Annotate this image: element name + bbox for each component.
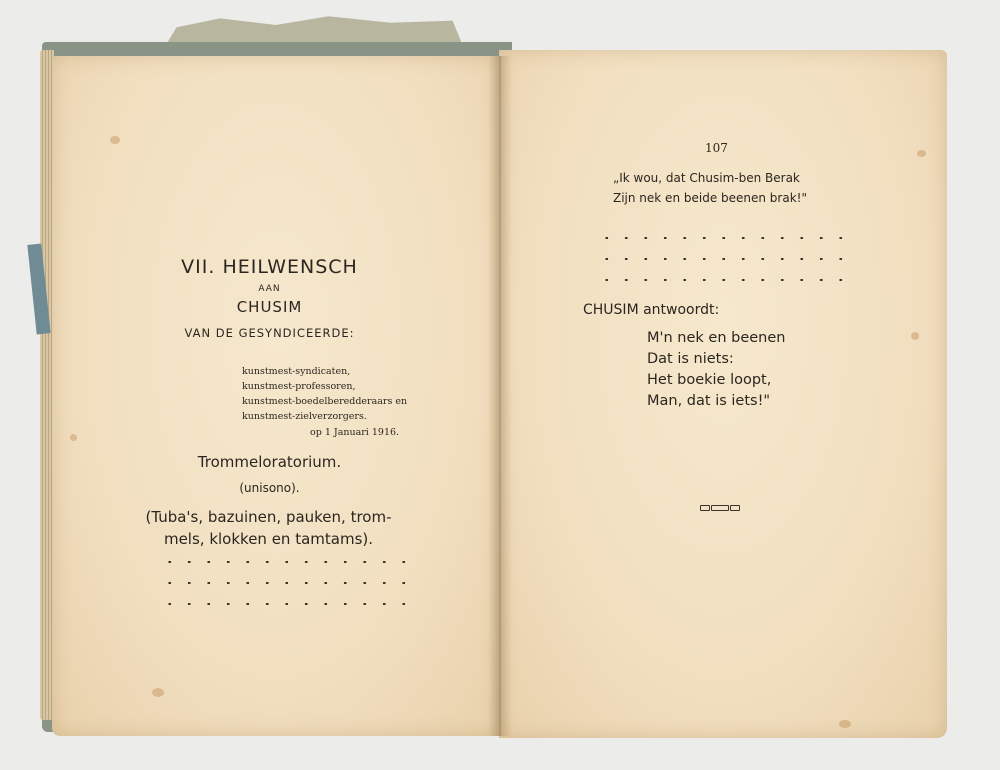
- open-book: [38, 14, 963, 742]
- section-subheading: (unisono).: [239, 481, 300, 495]
- right-page: [499, 50, 947, 738]
- ellipsis-dots-row: [597, 258, 847, 260]
- ellipsis-dots-row: [160, 561, 410, 563]
- end-ornament: [730, 505, 740, 511]
- section-heading: Trommeloratorium.: [197, 453, 342, 471]
- list-item: kunstmest-boedelberedderaars en: [242, 396, 408, 407]
- book-gutter: [488, 56, 512, 736]
- aan-label: AAN: [258, 284, 281, 294]
- quote-line-1: „Ik wou, dat Chusim-ben Berak: [613, 171, 800, 185]
- foxing-spot: [152, 688, 164, 697]
- list-item: kunstmest-professoren,: [242, 381, 356, 392]
- end-ornament: [700, 505, 710, 511]
- ellipsis-dots-row: [160, 603, 410, 605]
- ellipsis-dots-row: [597, 237, 847, 239]
- left-page: [52, 56, 499, 736]
- list-item: kunstmest-syndicaten,: [242, 366, 351, 377]
- ellipsis-dots-row: [160, 582, 410, 584]
- list-item: kunstmest-zielverzorgers.: [242, 411, 367, 422]
- instruments-line-2: mels, klokken en tamtams).: [163, 530, 374, 548]
- foxing-spot: [110, 136, 120, 144]
- poem-line: Het boekie loopt,: [647, 372, 772, 388]
- foxing-spot: [911, 332, 919, 340]
- instruments-line-1: (Tuba's, bazuinen, pauken, trom-: [145, 508, 392, 526]
- foxing-spot: [839, 720, 851, 728]
- ellipsis-dots-row: [597, 279, 847, 281]
- page-number: 107: [705, 141, 728, 155]
- foxing-spot: [917, 150, 926, 157]
- date-line: op 1 Januari 1916.: [310, 427, 400, 438]
- foxing-spot: [70, 434, 77, 441]
- quote-line-2: Zijn nek en beide beenen brak!": [613, 191, 807, 205]
- from-line: VAN DE GESYNDICEERDE:: [184, 326, 355, 340]
- poem-line: M'n nek en beenen: [647, 330, 786, 346]
- speaker-line: CHUSIM antwoordt:: [583, 302, 720, 318]
- end-ornament: [711, 505, 729, 511]
- dedicatee-name: CHUSIM: [236, 298, 303, 316]
- poem-line: Dat is niets:: [647, 351, 734, 367]
- poem-title: VII. HEILWENSCH: [181, 256, 358, 278]
- poem-line: Man, dat is iets!": [647, 393, 771, 409]
